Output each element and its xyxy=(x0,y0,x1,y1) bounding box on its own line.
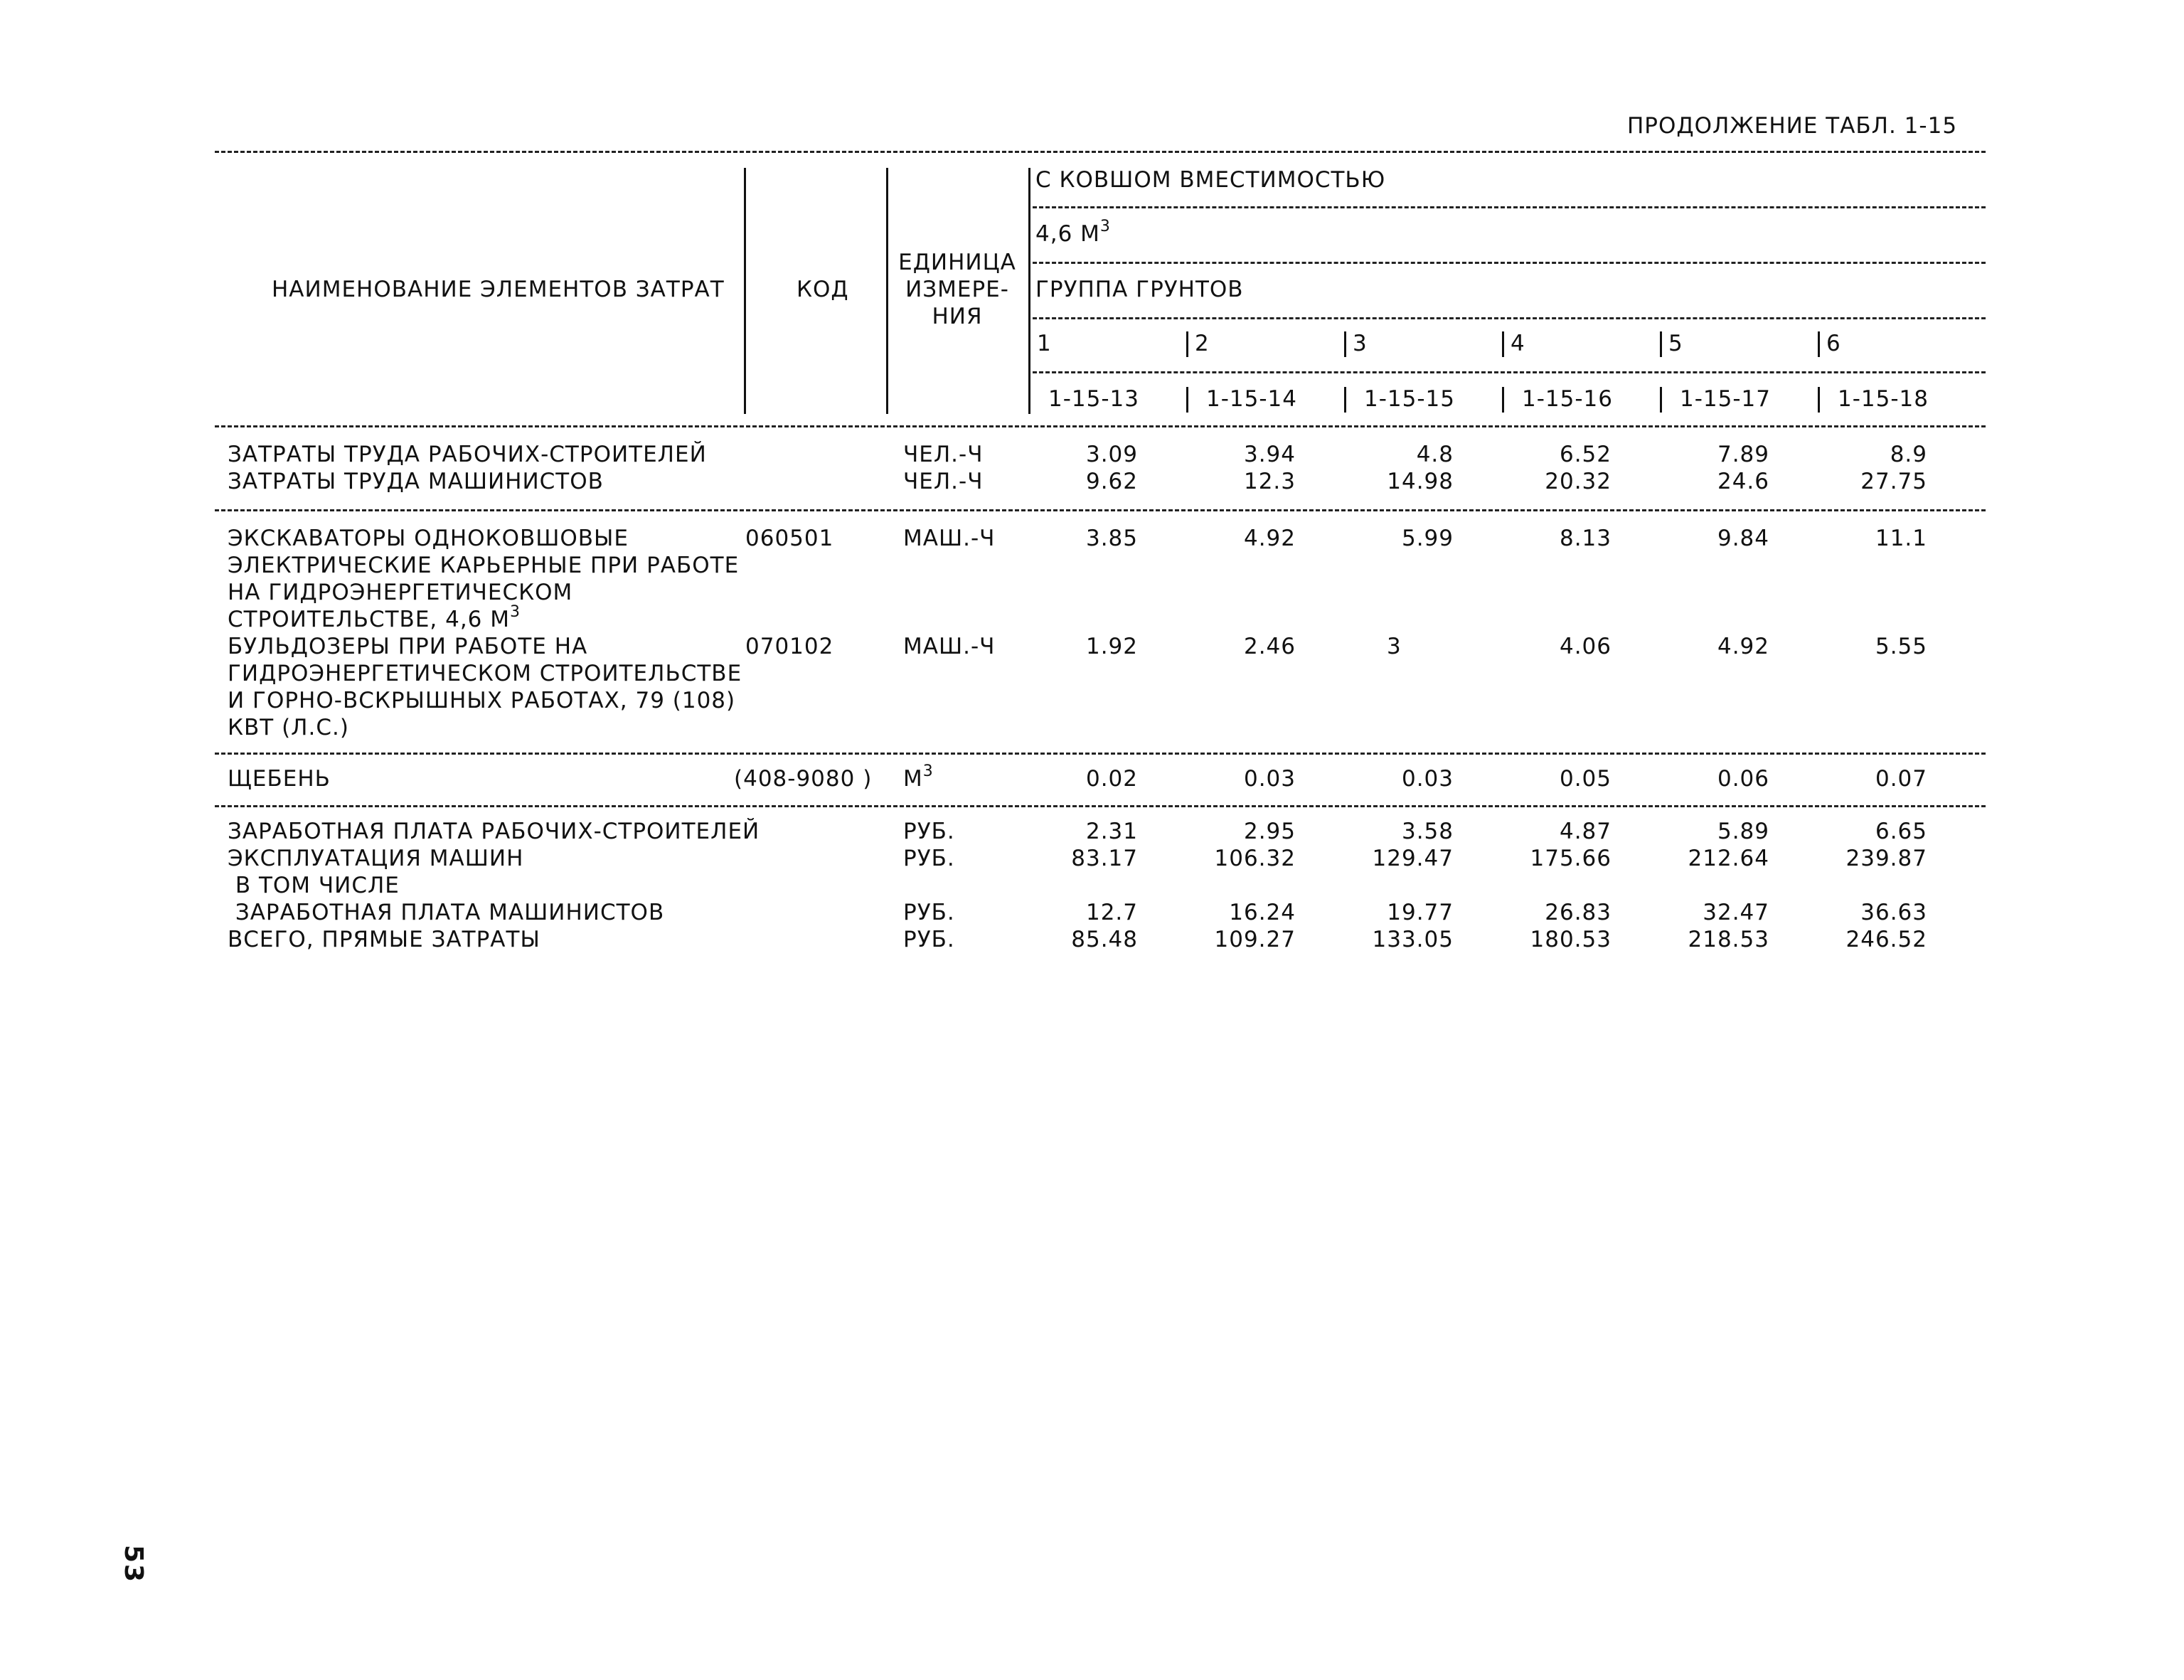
s2-row1-code: 060501 xyxy=(745,526,834,551)
s2-row1-v1: 3.85 xyxy=(1085,526,1138,551)
s4-row1-v1: 2.31 xyxy=(1085,819,1138,844)
code-3: 1-15-15 xyxy=(1364,386,1455,412)
group-bar-3 xyxy=(1344,331,1346,357)
header-code: КОД xyxy=(797,277,849,302)
section-rule-2 xyxy=(215,753,1986,755)
group-1: 1 xyxy=(1037,331,1052,356)
page-number: 53 xyxy=(119,1545,148,1584)
s4-row1-name: ЗАРАБОТНАЯ ПЛАТА РАБОЧИХ-СТРОИТЕЛЕЙ xyxy=(228,819,760,844)
s4-row4-v4: 26.83 xyxy=(1545,900,1612,925)
s4-row1-v4: 4.87 xyxy=(1559,819,1612,844)
s2-row1-v4: 8.13 xyxy=(1559,526,1612,551)
code-bar-2 xyxy=(1186,387,1188,413)
header-unit-2: ИЗМЕРЕ- xyxy=(905,277,1009,302)
s1-row1-name: ЗАТРАТЫ ТРУДА РАБОЧИХ-СТРОИТЕЛЕЙ xyxy=(228,442,707,467)
group-2: 2 xyxy=(1195,331,1210,356)
column-divider-unit xyxy=(1028,168,1030,414)
s1-row1-v4: 6.52 xyxy=(1559,442,1612,467)
column-divider-code xyxy=(886,168,888,414)
s4-row1-v3: 3.58 xyxy=(1401,819,1454,844)
s4-row3-name: В ТОМ ЧИСЛЕ xyxy=(228,873,400,898)
s4-row2-name: ЭКСПЛУАТАЦИЯ МАШИН xyxy=(228,846,524,871)
s4-row5-v3: 133.05 xyxy=(1372,927,1454,952)
s2-row1-name-3: НА ГИДРОЭНЕРГЕТИЧЕСКОМ xyxy=(228,580,573,605)
s4-row2-unit: РУБ. xyxy=(903,846,955,871)
s4-row2-v2: 106.32 xyxy=(1214,846,1296,871)
header-unit-1: ЕДИНИЦА xyxy=(898,250,1016,275)
s2-row1-name-1: ЭКСКАВАТОРЫ ОДНОКОВШОВЫЕ xyxy=(228,526,629,551)
group-bar-5 xyxy=(1660,331,1662,357)
s3-row1-v1: 0.02 xyxy=(1085,766,1138,792)
header-bucket: С КОВШОМ ВМЕСТИМОСТЬЮ xyxy=(1035,167,1386,193)
code-bar-3 xyxy=(1344,387,1346,413)
header-rule-4 xyxy=(1033,371,1986,373)
s1-row1-v1: 3.09 xyxy=(1085,442,1138,467)
header-rule-1 xyxy=(1033,206,1986,208)
top-rule xyxy=(215,151,1986,153)
s2-row2-name-3: И ГОРНО-ВСКРЫШНЫХ РАБОТАХ, 79 (108) xyxy=(228,688,736,713)
header-rule-3 xyxy=(1033,317,1986,319)
s4-row5-v4: 180.53 xyxy=(1530,927,1612,952)
s4-row5-v1: 85.48 xyxy=(1071,927,1138,952)
group-bar-2 xyxy=(1186,331,1188,357)
group-5: 5 xyxy=(1668,331,1683,356)
s1-row2-v1: 9.62 xyxy=(1085,469,1138,494)
s4-row4-name: ЗАРАБОТНАЯ ПЛАТА МАШИНИСТОВ xyxy=(228,900,665,925)
s4-row4-v3: 19.77 xyxy=(1387,900,1454,925)
page-title: ПРОДОЛЖЕНИЕ ТАБЛ. 1-15 xyxy=(1627,113,1958,139)
s4-row4-v2: 16.24 xyxy=(1229,900,1296,925)
s1-row2-v6: 27.75 xyxy=(1860,469,1927,494)
code-1: 1-15-13 xyxy=(1048,386,1139,412)
section-rule-1 xyxy=(215,509,1986,511)
header-bottom-rule xyxy=(215,425,1986,427)
s2-row1-v3: 5.99 xyxy=(1401,526,1454,551)
s1-row1-v6: 8.9 xyxy=(1890,442,1927,467)
s1-row2-unit: ЧЕЛ.-Ч xyxy=(903,469,984,494)
s1-row2-v3: 14.98 xyxy=(1387,469,1454,494)
s1-row2-v5: 24.6 xyxy=(1717,469,1769,494)
code-5: 1-15-17 xyxy=(1680,386,1771,412)
s2-row1-v5: 9.84 xyxy=(1717,526,1769,551)
group-4: 4 xyxy=(1511,331,1525,356)
s2-row2-v6: 5.55 xyxy=(1875,634,1927,659)
s4-row4-v1: 12.7 xyxy=(1085,900,1138,925)
s4-row2-v6: 239.87 xyxy=(1845,846,1927,871)
s2-row1-v6: 11.1 xyxy=(1875,526,1927,551)
s3-row1-name: ЩЕБЕНЬ xyxy=(228,766,331,792)
code-bar-6 xyxy=(1818,387,1820,413)
s3-row1-v4: 0.05 xyxy=(1559,766,1612,792)
s4-row2-v4: 175.66 xyxy=(1530,846,1612,871)
s1-row1-v2: 3.94 xyxy=(1243,442,1296,467)
code-4: 1-15-16 xyxy=(1522,386,1613,412)
s2-row2-name-2: ГИДРОЭНЕРГЕТИЧЕСКОМ СТРОИТЕЛЬСТВЕ xyxy=(228,661,742,686)
s4-row5-name: ВСЕГО, ПРЯМЫЕ ЗАТРАТЫ xyxy=(228,927,540,952)
s4-row4-v6: 36.63 xyxy=(1860,900,1927,925)
s4-row1-unit: РУБ. xyxy=(903,819,955,844)
code-bar-5 xyxy=(1660,387,1662,413)
s2-row1-name-4: СТРОИТЕЛЬСТВЕ, 4,6 $М^3$ xyxy=(228,603,521,632)
group-bar-1 xyxy=(1028,331,1030,357)
s4-row2-v5: 212.64 xyxy=(1688,846,1769,871)
s2-row2-unit: МАШ.-Ч xyxy=(903,634,996,659)
s3-row1-unit: $М^3$ xyxy=(903,762,934,792)
s2-row2-v5: 4.92 xyxy=(1717,634,1769,659)
s2-row2-v3: 3 xyxy=(1387,634,1402,659)
s3-row1-v5: 0.06 xyxy=(1717,766,1769,792)
s1-row2-name: ЗАТРАТЫ ТРУДА МАШИНИСТОВ xyxy=(228,469,604,494)
s2-row2-name-1: БУЛЬДОЗЕРЫ ПРИ РАБОТЕ НА xyxy=(228,634,588,659)
group-bar-6 xyxy=(1818,331,1820,357)
s4-row1-v5: 5.89 xyxy=(1717,819,1769,844)
column-divider-name xyxy=(744,168,746,414)
s3-row1-code: (408-9080 ) xyxy=(734,766,873,792)
s4-row5-v5: 218.53 xyxy=(1688,927,1769,952)
s4-row5-v6: 246.52 xyxy=(1845,927,1927,952)
s2-row2-v2: 2.46 xyxy=(1243,634,1296,659)
s4-row1-v2: 2.95 xyxy=(1243,819,1296,844)
s4-row5-unit: РУБ. xyxy=(903,927,955,952)
code-2: 1-15-14 xyxy=(1206,386,1297,412)
s2-row1-unit: МАШ.-Ч xyxy=(903,526,996,551)
s4-row4-unit: РУБ. xyxy=(903,900,955,925)
code-6: 1-15-18 xyxy=(1838,386,1929,412)
group-6: 6 xyxy=(1826,331,1841,356)
s2-row2-name-4: КВТ (Л.С.) xyxy=(228,715,349,740)
header-unit-3: НИЯ xyxy=(932,304,983,329)
header-name: НАИМЕНОВАНИЕ ЭЛЕМЕНТОВ ЗАТРАТ xyxy=(272,277,725,302)
s4-row5-v2: 109.27 xyxy=(1214,927,1296,952)
s1-row1-v3: 4.8 xyxy=(1416,442,1454,467)
s1-row2-v4: 20.32 xyxy=(1545,469,1612,494)
s1-row1-v5: 7.89 xyxy=(1717,442,1769,467)
s2-row2-v1: 1.92 xyxy=(1085,634,1138,659)
s2-row2-v4: 4.06 xyxy=(1559,634,1612,659)
s3-row1-v2: 0.03 xyxy=(1243,766,1296,792)
s4-row2-v3: 129.47 xyxy=(1372,846,1454,871)
header-group: ГРУППА ГРУНТОВ xyxy=(1035,277,1244,302)
group-3: 3 xyxy=(1353,331,1368,356)
header-capacity: 4,6 $М^3$ xyxy=(1035,218,1111,247)
s4-row2-v1: 83.17 xyxy=(1071,846,1138,871)
s1-row1-unit: ЧЕЛ.-Ч xyxy=(903,442,984,467)
s3-row1-v3: 0.03 xyxy=(1401,766,1454,792)
section-rule-3 xyxy=(215,805,1986,807)
s1-row2-v2: 12.3 xyxy=(1243,469,1296,494)
s2-row2-code: 070102 xyxy=(745,634,834,659)
s4-row1-v6: 6.65 xyxy=(1875,819,1927,844)
group-bar-4 xyxy=(1502,331,1504,357)
s3-row1-v6: 0.07 xyxy=(1875,766,1927,792)
s4-row4-v5: 32.47 xyxy=(1703,900,1769,925)
header-rule-2 xyxy=(1033,262,1986,264)
s2-row1-v2: 4.92 xyxy=(1243,526,1296,551)
code-bar-4 xyxy=(1502,387,1504,413)
s2-row1-name-2: ЭЛЕКТРИЧЕСКИЕ КАРЬЕРНЫЕ ПРИ РАБОТЕ xyxy=(228,553,740,578)
code-bar-1 xyxy=(1028,387,1030,413)
